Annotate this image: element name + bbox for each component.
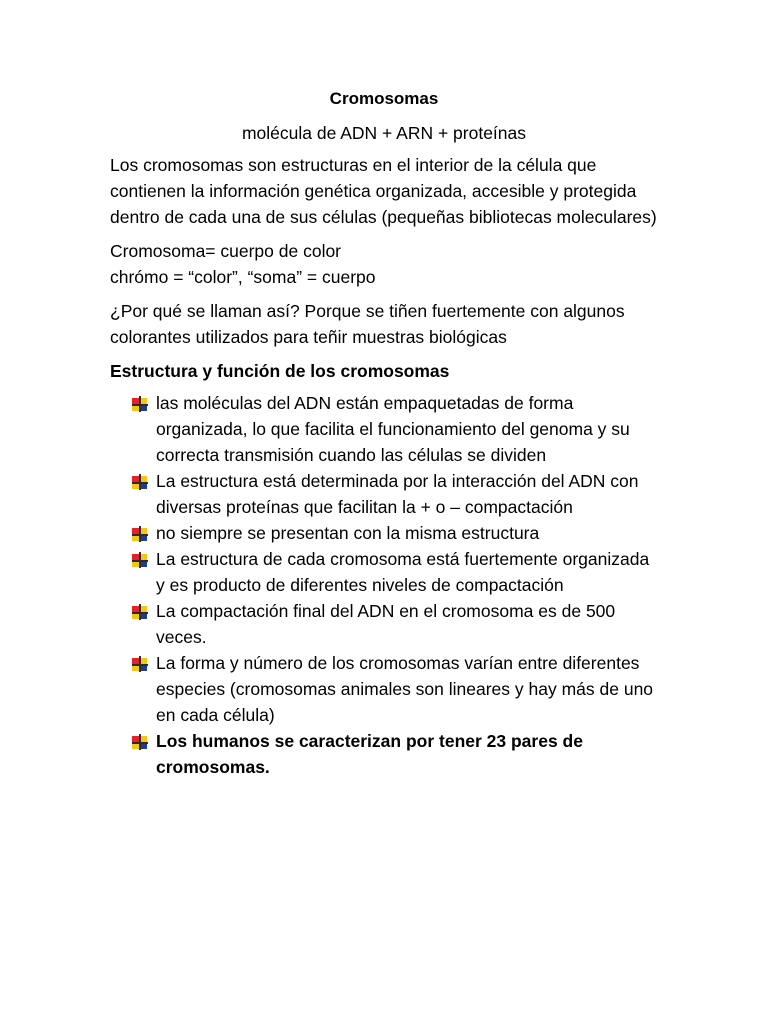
document-subtitle: molécula de ADN + ARN + proteínas (241, 123, 527, 143)
list-item-text: La forma y número de los cromosomas varían entre diferentes especies (cromosomas animales son lineares y hay más de uno en cada célula) (156, 653, 654, 725)
list-item (156, 546, 658, 598)
colored-cross-bullet-icon (132, 734, 148, 750)
list-item (156, 468, 658, 520)
list-item (156, 728, 658, 780)
definition-line-1: Cromosoma= cuerpo de color (110, 241, 342, 261)
list-item (156, 650, 658, 728)
list-item-text: no siempre se presentan con la misma estructura (156, 523, 540, 543)
bullet-list (110, 390, 658, 780)
colored-cross-bullet-icon (132, 656, 148, 672)
list-item (156, 520, 658, 546)
colored-cross-bullet-icon (132, 604, 148, 620)
list-item-text: La compactación final del ADN en el cromosoma es de 500 veces. (156, 601, 616, 647)
definition-paragraph (110, 238, 658, 290)
list-item (156, 390, 658, 468)
document-body (110, 86, 658, 780)
definition-line-2: chrómo = “color”, “soma” = cuerpo (110, 267, 376, 287)
document-title: Cromosomas (329, 89, 439, 108)
section-heading: Estructura y función de los cromosomas (110, 361, 450, 381)
intro-paragraph: Los cromosomas son estructuras en el interior de la célula que contienen la información genética organizada, accesible y protegida dentro de cada una de sus células (pequeñas bibliotecas moleculares) (110, 155, 657, 227)
colored-cross-bullet-icon (132, 552, 148, 568)
list-item-text: las moléculas del ADN están empaquetadas de forma organizada, lo que facilita el funcionamiento del genoma y su correcta transmisión cuando las células se dividen (156, 393, 630, 465)
list-item-text: Los humanos se caracterizan por tener 23 pares de cromosomas. (156, 731, 583, 777)
colored-cross-bullet-icon (132, 526, 148, 542)
list-item-text: La estructura está determinada por la interacción del ADN con diversas proteínas que facilitan la + o – compactación (156, 471, 639, 517)
colored-cross-bullet-icon (132, 474, 148, 490)
list-item-text: La estructura de cada cromosoma está fuertemente organizada y es producto de diferentes niveles de compactación (156, 549, 650, 595)
question-paragraph: ¿Por qué se llaman así? Porque se tiñen fuertemente con algunos colorantes utilizados para teñir muestras biológicas (110, 301, 625, 347)
list-item (156, 598, 658, 650)
colored-cross-bullet-icon (132, 396, 148, 412)
